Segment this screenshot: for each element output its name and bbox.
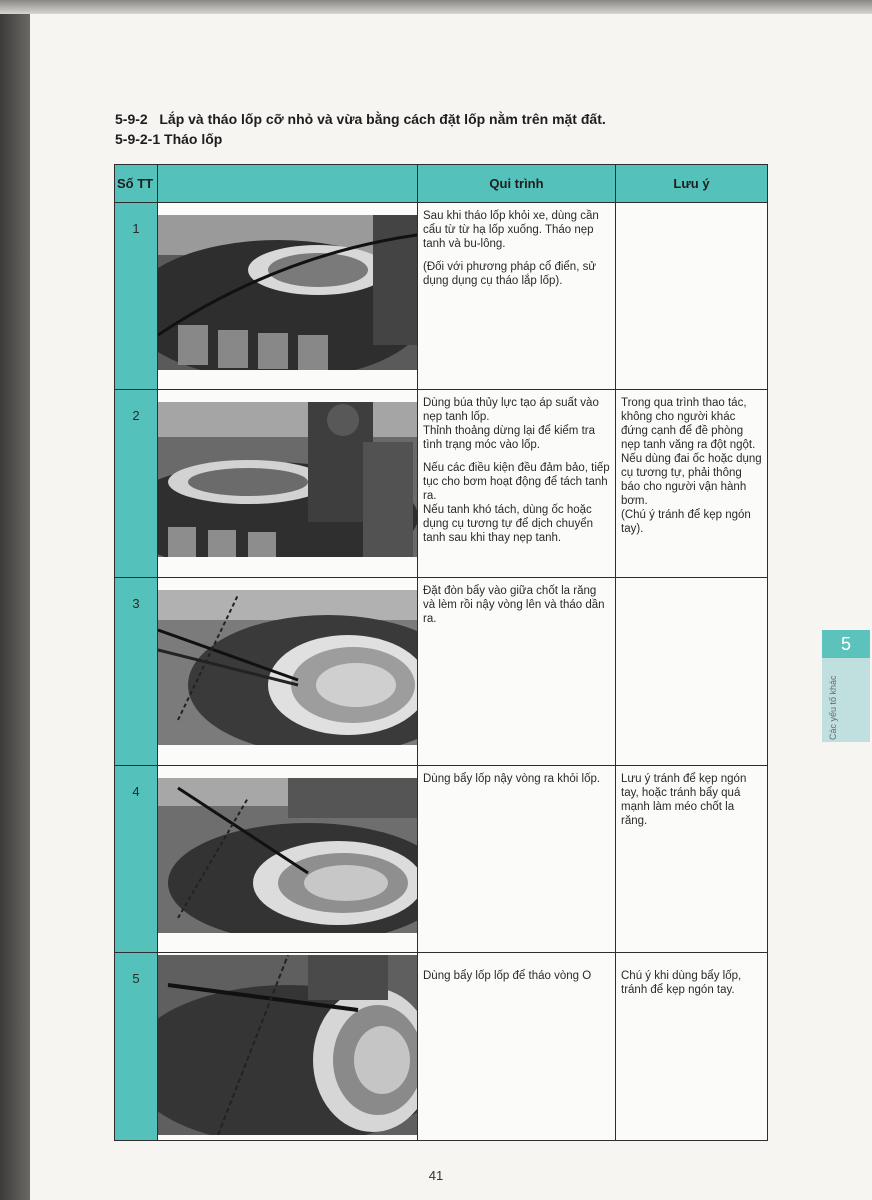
scan-top-edge: [0, 0, 872, 14]
procedure-table: [114, 164, 768, 1141]
procedure-text: Dùng búa thủy lực tạo áp suất vào nẹp tanh lốp.: [423, 397, 599, 423]
table-row: [115, 390, 768, 578]
table-header-row: [115, 165, 768, 203]
procedure-text: Dùng bẩy lốp lốp để tháo vòng O: [423, 970, 592, 982]
note-text: (Chú ý tránh để kẹp ngón tay).: [621, 509, 751, 535]
row-number: 1: [115, 203, 158, 390]
row-number: 3: [115, 578, 158, 766]
procedure-text: (Đối với phương pháp cổ điển, sử dụng dụng cụ tháo lắp lốp).: [423, 261, 597, 287]
section-subtitle: 5-9-2-1 Tháo lốp: [115, 131, 223, 147]
note-cell: [616, 390, 768, 578]
chapter-label: Các yếu tố khác: [828, 675, 838, 740]
chapter-number: 5: [822, 630, 870, 658]
header-no: Số TT: [115, 165, 158, 203]
row-number: 4: [115, 766, 158, 953]
row-number: 2: [115, 390, 158, 578]
procedure-cell: [418, 390, 616, 578]
note-cell: [616, 766, 768, 953]
procedure-cell: [418, 203, 616, 390]
procedure-text: Dùng bẩy lốp nậy vòng ra khỏi lốp.: [423, 773, 601, 785]
header-image: [158, 165, 418, 203]
ring-pry-photo-icon: [158, 766, 418, 953]
note-cell: [616, 953, 768, 1141]
table-row: [115, 953, 768, 1141]
header-procedure: Qui trình: [418, 165, 616, 203]
table-row: [115, 578, 768, 766]
note-text: Chú ý khi dùng bẩy lốp, tránh để kẹp ngón tay.: [621, 970, 742, 996]
procedure-text: Nếu các điều kiện đều đảm bảo, tiếp tục cho bơm hoạt động để tách tanh ra.: [423, 462, 610, 502]
scan-left-edge: [0, 0, 30, 1200]
o-ring-removal-photo-icon: [158, 953, 418, 1141]
section-title: 5-9-2 Lắp và tháo lốp cỡ nhỏ và vừa bằng cách đặt lốp nằm trên mặt đất.: [115, 111, 606, 127]
procedure-cell: [418, 578, 616, 766]
table-row: [115, 203, 768, 390]
note-text: Trong qua trình thao tác, không cho người khác đứng cạnh để đề phòng nẹp tanh văng ra đột ngột.: [621, 397, 756, 451]
note-text: Lưu ý tránh để kẹp ngón tay, hoặc tránh bẩy quá mạnh làm méo chốt la răng.: [621, 773, 747, 827]
procedure-text: Thỉnh thoảng dừng lại để kiểm tra tình trạng móc vào lốp.: [423, 425, 595, 451]
lever-insert-photo-icon: [158, 578, 418, 766]
header-note: Lưu ý: [616, 165, 768, 203]
hydraulic-hammer-photo-icon: [158, 390, 418, 578]
row-number: 5: [115, 953, 158, 1141]
table-row: [115, 766, 768, 953]
procedure-cell: [418, 766, 616, 953]
procedure-text: Sau khi tháo lốp khỏi xe, dùng cần cẩu từ từ hạ lốp xuống. Tháo nẹp tanh và bu-lông.: [423, 210, 599, 250]
procedure-cell: [418, 953, 616, 1141]
tire-removal-photo-icon: [158, 203, 418, 390]
note-cell: [616, 203, 768, 390]
page-number: 41: [428, 1168, 444, 1183]
procedure-text: Nếu tanh khó tách, dùng ốc hoặc dụng cụ tương tự để dịch chuyển tanh sau khi thay nẹp tanh.: [423, 504, 593, 544]
procedure-text: Đặt đòn bẩy vào giữa chốt la răng và lèm rồi nậy vòng lên và tháo dần ra.: [423, 585, 605, 625]
note-cell: [616, 578, 768, 766]
note-text: Nếu dùng đai ốc hoặc dụng cụ tương tự, phải thông báo cho người vận hành bơm.: [621, 453, 762, 507]
chapter-side-tab: [822, 630, 870, 742]
